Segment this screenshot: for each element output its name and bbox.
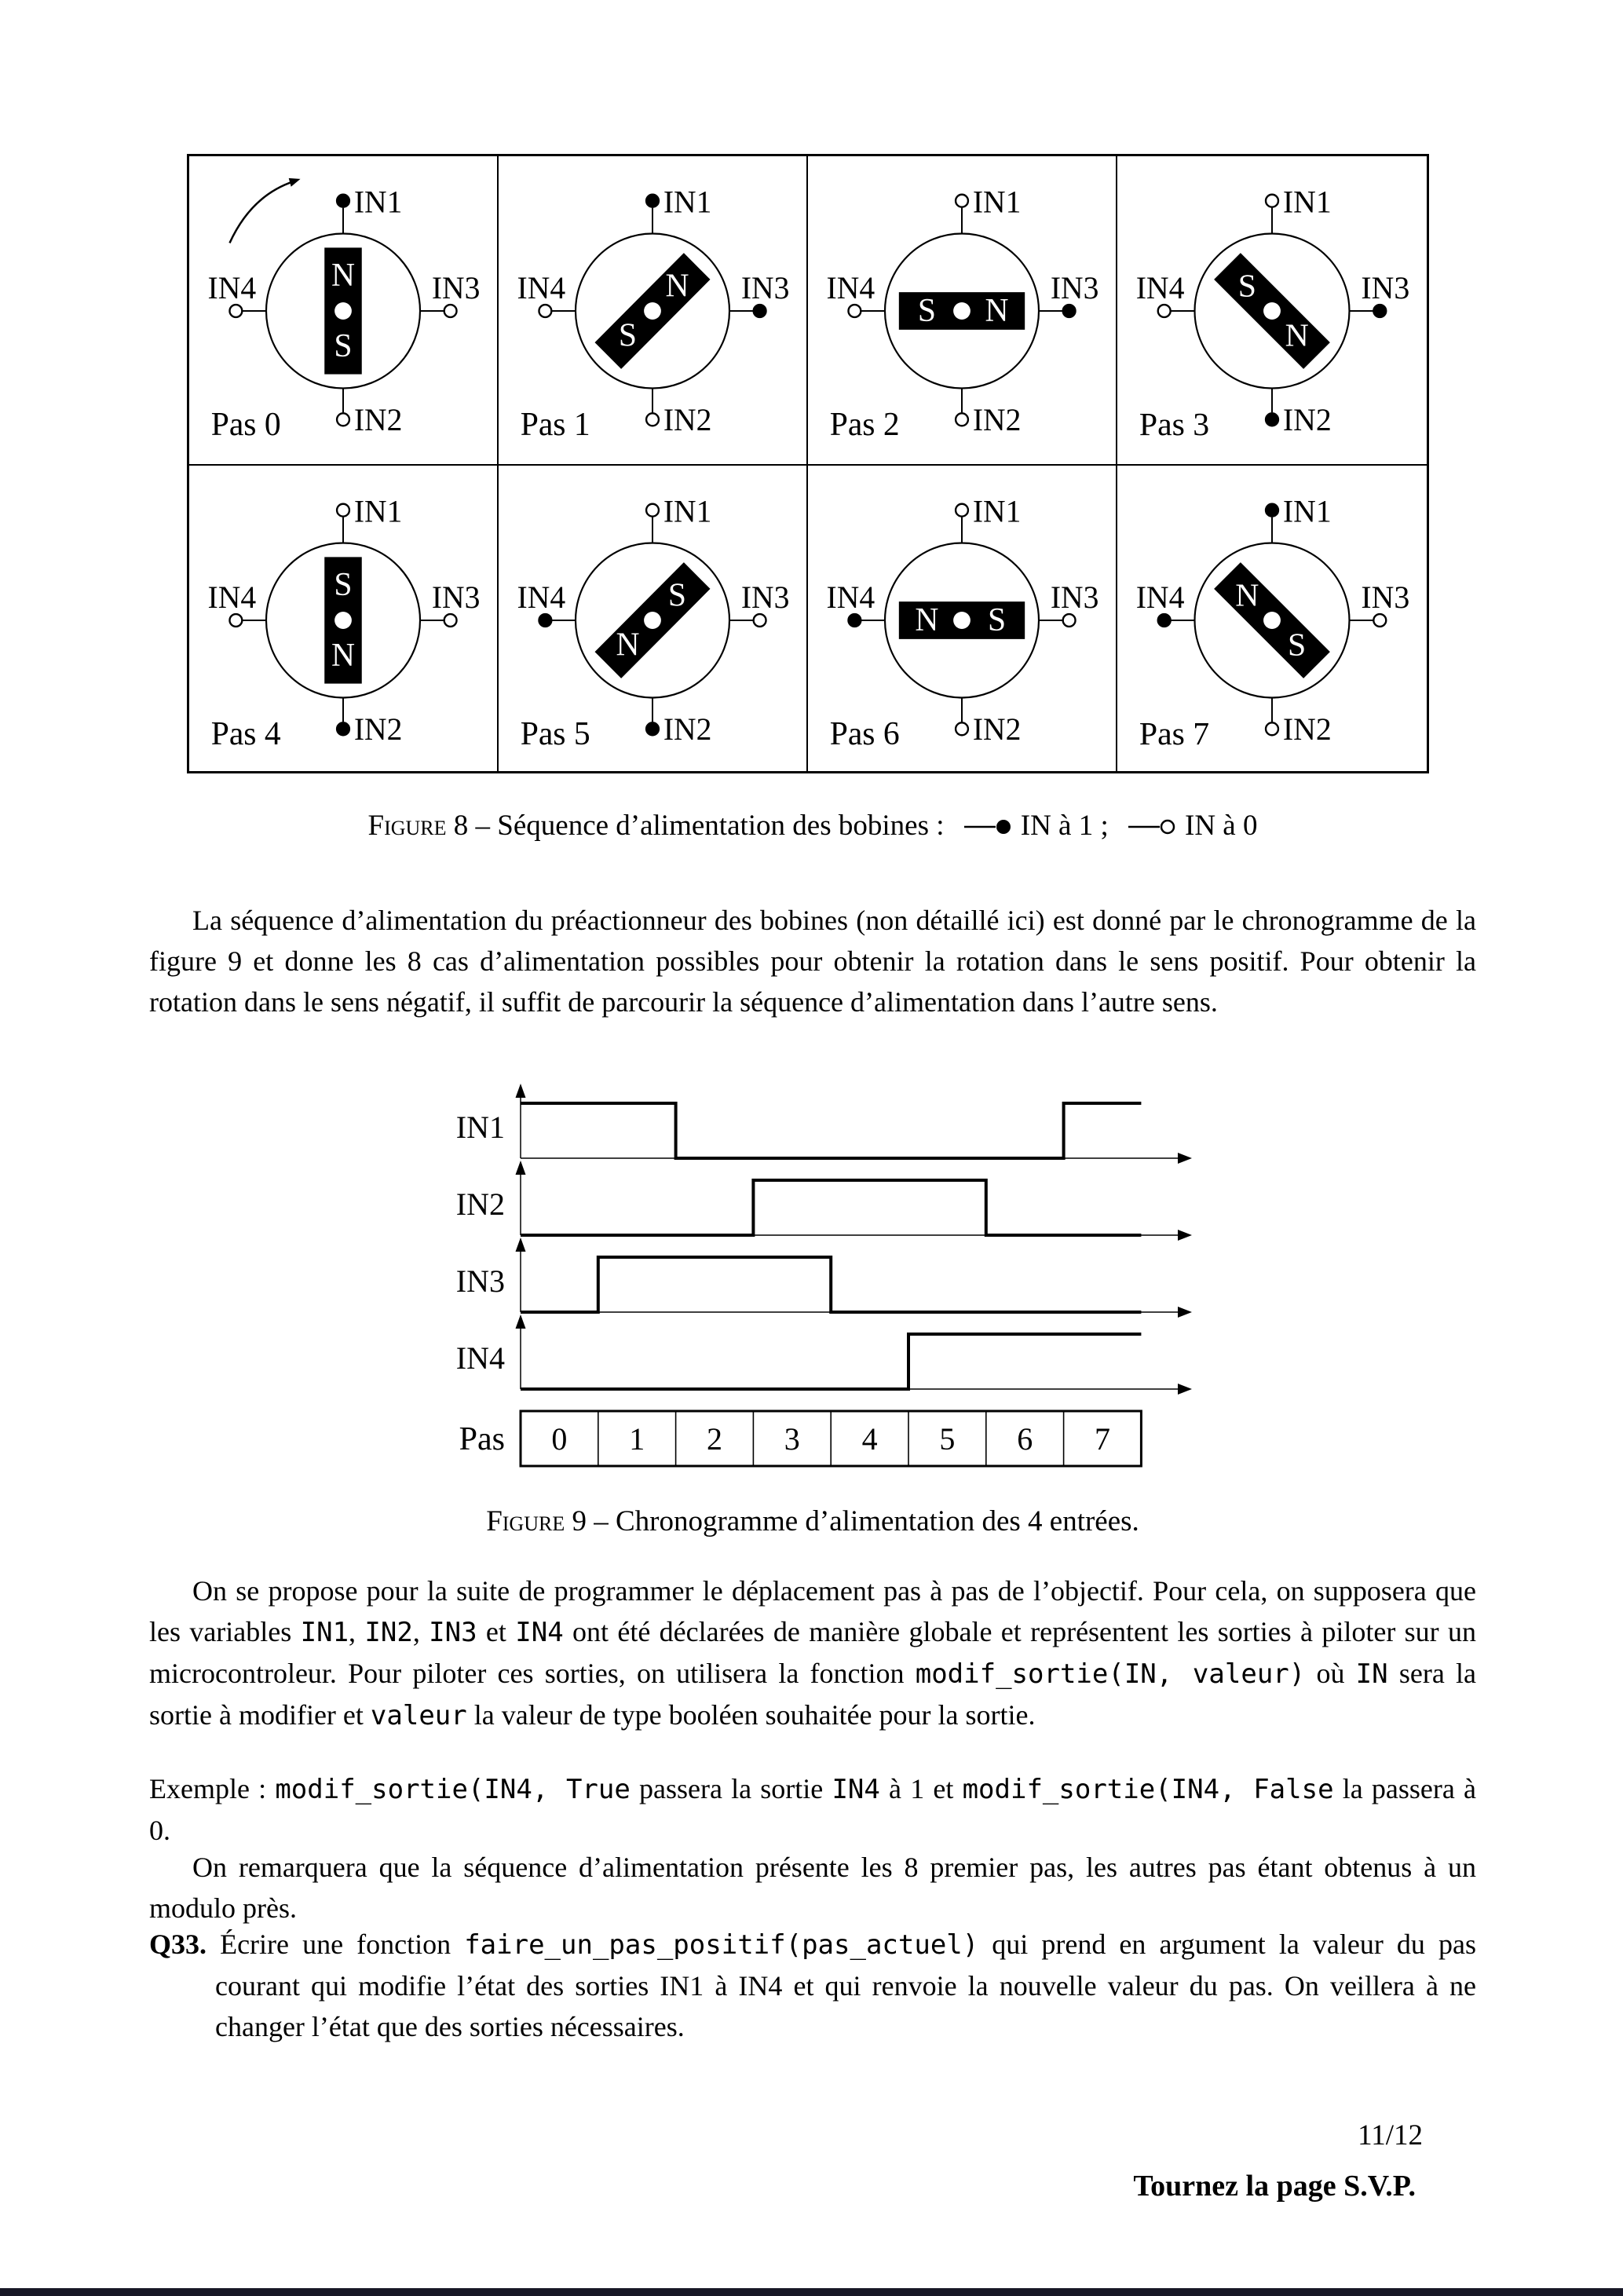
pas-cell-7 [1117, 466, 1427, 773]
magnet-south-label: S [334, 567, 353, 604]
pas-cell-svg [808, 466, 1116, 773]
terminal-IN3-label: IN3 [1361, 580, 1410, 616]
terminal-IN4-dot [229, 305, 242, 317]
terminal-IN2-label: IN2 [972, 712, 1022, 748]
terminal-IN4-dot [1158, 305, 1171, 317]
terminal-IN1-label: IN1 [1282, 185, 1332, 220]
terminal-IN4-dot [1158, 614, 1171, 627]
legend-open-dot-icon [1127, 817, 1177, 837]
figure8-legend-off-label: IN à 0 [1185, 810, 1258, 842]
pas-label: Pas 2 [829, 407, 900, 444]
terminal-IN2-dot [337, 722, 349, 735]
question-q33 [149, 1924, 1476, 2047]
terminal-IN2-dot [646, 413, 659, 426]
pas-cell-svg [1117, 156, 1427, 464]
pas-value-5: 5 [939, 1421, 956, 1457]
terminal-IN3-label: IN3 [1361, 271, 1410, 306]
terminal-IN3-dot [1373, 305, 1386, 317]
magnet-south-label: S [667, 577, 687, 614]
terminal-IN1-dot [646, 195, 659, 207]
pas-cell-svg [189, 156, 497, 464]
inline-code: modif_sortie(IN4, True [275, 1774, 631, 1805]
x-axis-arrow-icon [1178, 1307, 1192, 1318]
pas-cell-3 [1117, 156, 1427, 466]
figure8-caption-figword: Figure [367, 810, 447, 842]
figure9-caption [149, 1503, 1476, 1541]
terminal-IN3-label: IN3 [740, 579, 790, 616]
inline-code: IN4 [832, 1774, 880, 1805]
inline-text: sera la sortie à modifier et [149, 1658, 1476, 1731]
inline-code: IN2 [364, 1617, 413, 1648]
inline-code: IN [1355, 1658, 1388, 1690]
pas-label: Pas 7 [1139, 716, 1210, 753]
terminal-IN3-dot [1063, 614, 1076, 627]
magnet-north-label: N [616, 627, 640, 664]
pas-value-6: 6 [1017, 1421, 1033, 1457]
terminal-IN3-dot [444, 614, 457, 627]
terminal-IN3-label: IN3 [1050, 579, 1099, 616]
terminal-IN2-dot [646, 722, 659, 735]
terminal-IN1-dot [337, 195, 349, 207]
figure8-caption [149, 807, 1476, 845]
terminal-IN1-label: IN1 [972, 494, 1022, 529]
x-axis-arrow-icon [1178, 1153, 1192, 1164]
terminal-IN1-dot [1266, 195, 1278, 207]
chronogram-svg [424, 1072, 1209, 1472]
pas-label: Pas 3 [1139, 407, 1210, 444]
scan-edge-strip [0, 2288, 1623, 2296]
terminal-IN1-dot [956, 504, 968, 517]
terminal-IN2-label: IN2 [1282, 403, 1332, 438]
inline-text: la valeur de type booléen souhaitée pour la sortie. [466, 1699, 1036, 1731]
pas-cell-svg [808, 156, 1116, 464]
pas-cell-4 [189, 466, 499, 773]
terminal-IN1-label: IN1 [663, 185, 712, 220]
terminal-IN2-label: IN2 [663, 403, 712, 438]
magnet-south-label: S [334, 327, 353, 364]
y-axis-arrow-icon [516, 1084, 526, 1098]
pas-value-1: 1 [629, 1421, 645, 1457]
inline-text: la passera à 0. [149, 1773, 1476, 1846]
figure8-grid [187, 154, 1429, 773]
paragraph-intro [149, 900, 1476, 1022]
terminal-IN1-label: IN1 [353, 185, 403, 220]
pas-cell-svg [499, 466, 806, 773]
terminal-IN4-label: IN4 [826, 579, 875, 616]
terminal-IN3-label: IN3 [431, 579, 481, 616]
inline-text: et [477, 1616, 516, 1647]
terminal-IN3-label: IN3 [740, 270, 790, 306]
pas-label: Pas 5 [520, 716, 590, 753]
y-axis-arrow-icon [516, 1314, 526, 1329]
terminal-IN3-dot [754, 305, 766, 317]
terminal-IN2-label: IN2 [972, 403, 1022, 438]
terminal-IN4-dot [848, 614, 861, 627]
legend-filled-dot-icon [963, 817, 1013, 837]
x-axis-arrow-icon [1178, 1230, 1192, 1241]
pas-label: Pas 1 [520, 407, 590, 444]
terminal-IN4-dot [539, 614, 551, 627]
terminal-IN4-label: IN4 [207, 270, 257, 306]
terminal-IN4-dot [539, 305, 551, 317]
terminal-IN3-dot [1063, 305, 1076, 317]
inline-text: La séquence d’alimentation du préactionneur des bobines (non détaillé ici) est donné par le chronogramme de la figure 9 et donne les 8 cas d’alimentation possibles pour obtenir la rotation dans le sens positif. Pour obtenir la rotation dans le sens négatif, il suffit de parcourir la séquence d’alimentation dans l’autre sens. [149, 905, 1476, 1018]
magnet-south-label: S [618, 317, 638, 354]
paragraph-variables [149, 1570, 1476, 1736]
pas-cell-6 [808, 466, 1117, 773]
inline-code: faire_un_pas_positif(pas_actuel) [464, 1929, 979, 1961]
pas-cell-svg [189, 466, 497, 773]
rotor-axis-dot [644, 612, 661, 629]
rotor-axis-dot [334, 302, 352, 320]
figure9-caption-figword: Figure [486, 1505, 565, 1537]
terminal-IN2-dot [1266, 413, 1278, 426]
inline-code: valeur [370, 1700, 467, 1731]
pas-value-4: 4 [861, 1421, 878, 1457]
terminal-IN4-label: IN4 [517, 579, 566, 616]
pas-cell-0 [189, 156, 499, 466]
terminal-IN4-label: IN4 [1135, 271, 1185, 306]
pas-value-0: 0 [551, 1421, 568, 1457]
pas-label: Pas 4 [210, 716, 281, 753]
rotor-axis-dot [1263, 612, 1281, 629]
terminal-IN1-label: IN1 [663, 494, 712, 529]
inline-code: modif_sortie(IN4, False [962, 1774, 1334, 1805]
pas-cell-1 [499, 156, 808, 466]
magnet-north-label: N [915, 601, 939, 639]
pas-value-7: 7 [1095, 1421, 1110, 1457]
turn-page-note: Tournez la page S.V.P. [1133, 2170, 1416, 2203]
rotor-axis-dot [644, 302, 661, 320]
magnet-north-label: N [1235, 577, 1259, 614]
terminal-IN4-label: IN4 [517, 270, 566, 306]
signal-IN4-label: IN4 [455, 1340, 505, 1376]
inline-text: Exemple : [149, 1773, 276, 1804]
magnet-north-label: N [331, 637, 356, 674]
rotor-axis-dot [1263, 302, 1281, 320]
signal-IN2-label: IN2 [455, 1186, 505, 1222]
terminal-IN3-dot [444, 305, 457, 317]
terminal-IN4-label: IN4 [207, 579, 257, 616]
terminal-IN1-dot [337, 504, 349, 517]
magnet-north-label: N [1285, 317, 1309, 354]
inline-text: ont été déclarées de manière globale et représentent les sorties à piloter sur un microcontroleur. Pour piloter ces sorties, on utilisera la fonction [149, 1616, 1476, 1689]
terminal-IN1-dot [1266, 504, 1278, 517]
terminal-IN3-label: IN3 [1050, 270, 1099, 306]
rotor-axis-dot [953, 612, 971, 629]
pas-cell-svg [1117, 466, 1427, 773]
y-axis-arrow-icon [516, 1161, 526, 1175]
inline-text: qui prend en argument la valeur du pas courant qui modifie l’état des sorties IN1 à IN4 et qui renvoie la nouvelle valeur du pas. On veillera à ne changer l’état que des sorties nécessaires. [215, 1929, 1477, 2042]
inline-code: IN3 [429, 1617, 477, 1648]
terminal-IN3-label: IN3 [431, 270, 481, 306]
signal-IN1-trace [521, 1103, 1141, 1158]
signal-IN4-trace [521, 1334, 1141, 1389]
terminal-IN3-dot [754, 614, 766, 627]
pas-value-2: 2 [707, 1421, 722, 1457]
terminal-IN2-dot [337, 413, 349, 426]
terminal-IN3-dot [1373, 614, 1386, 627]
rotation-arrowhead-icon [289, 178, 301, 187]
terminal-IN2-label: IN2 [353, 403, 403, 438]
terminal-IN1-label: IN1 [353, 494, 403, 529]
magnet-south-label: S [917, 292, 937, 330]
pas-cell-5 [499, 466, 808, 773]
terminal-IN4-dot [229, 614, 242, 627]
signal-IN3-label: IN3 [455, 1263, 505, 1299]
inline-code: IN1 [300, 1617, 349, 1648]
figure9-chronogram [424, 1072, 1209, 1472]
inline-text: On remarquera que la séquence d’alimentation présente les 8 premier pas, les autres pas étant obtenus à un modulo près. [149, 1852, 1476, 1924]
signal-IN3-trace [521, 1257, 1141, 1312]
paragraph-remarque [149, 1847, 1476, 1929]
terminal-IN2-label: IN2 [353, 712, 403, 748]
pas-cell-svg [499, 156, 806, 464]
question-text [207, 1929, 1476, 2042]
inline-text: , [349, 1616, 365, 1647]
magnet-south-label: S [1288, 627, 1307, 664]
rotor-axis-dot [334, 612, 352, 629]
page-number: 11/12 [1358, 2119, 1423, 2152]
terminal-IN2-dot [956, 413, 968, 426]
inline-text: où [1305, 1658, 1356, 1689]
inline-text: Écrire une fonction [207, 1929, 465, 1960]
rotation-arrow-icon [229, 181, 294, 243]
pas-value-3: 3 [784, 1421, 800, 1457]
terminal-IN2-dot [956, 722, 968, 735]
terminal-IN4-dot [848, 305, 861, 317]
x-axis-arrow-icon [1178, 1384, 1192, 1395]
pas-label: Pas 6 [829, 716, 900, 753]
terminal-IN1-label: IN1 [972, 185, 1022, 220]
figure8-legend-on-label: IN à 1 ; [1020, 810, 1109, 842]
inline-text: à 1 et [879, 1773, 963, 1804]
figure8-caption-text: 8 – Séquence d’alimentation des bobines : [446, 810, 945, 842]
terminal-IN2-dot [1266, 722, 1278, 735]
inline-text: , [412, 1616, 430, 1647]
magnet-north-label: N [985, 292, 1009, 330]
signal-IN2-trace [521, 1180, 1141, 1235]
inline-code: modif_sortie(IN, valeur) [915, 1658, 1306, 1690]
inline-text: passera la sortie [630, 1773, 832, 1804]
signal-IN1-label: IN1 [455, 1110, 505, 1145]
magnet-north-label: N [331, 258, 356, 294]
terminal-IN1-label: IN1 [1282, 494, 1332, 529]
paragraph-exemple [149, 1768, 1476, 1851]
terminal-IN2-label: IN2 [663, 712, 712, 748]
terminal-IN1-dot [646, 504, 659, 517]
pas-row-label: Pas [459, 1421, 505, 1457]
inline-text: On se propose pour la suite de programmer le déplacement pas à pas de l’objectif. Pour cela, on supposera que les variables [149, 1575, 1476, 1647]
figure9-caption-text: 9 – Chronogramme d’alimentation des 4 entrées. [565, 1505, 1139, 1537]
magnet-south-label: S [1237, 268, 1256, 305]
magnet-north-label: N [665, 268, 689, 305]
pas-label: Pas 0 [210, 407, 281, 444]
pas-cell-2 [808, 156, 1117, 466]
question-number: Q33. [149, 1929, 207, 1960]
terminal-IN2-label: IN2 [1282, 712, 1332, 748]
y-axis-arrow-icon [516, 1238, 526, 1252]
terminal-IN1-dot [956, 195, 968, 207]
terminal-IN4-label: IN4 [826, 270, 875, 306]
rotor-axis-dot [953, 302, 971, 320]
inline-code: IN4 [515, 1617, 564, 1648]
magnet-south-label: S [987, 601, 1007, 639]
terminal-IN4-label: IN4 [1135, 580, 1185, 616]
